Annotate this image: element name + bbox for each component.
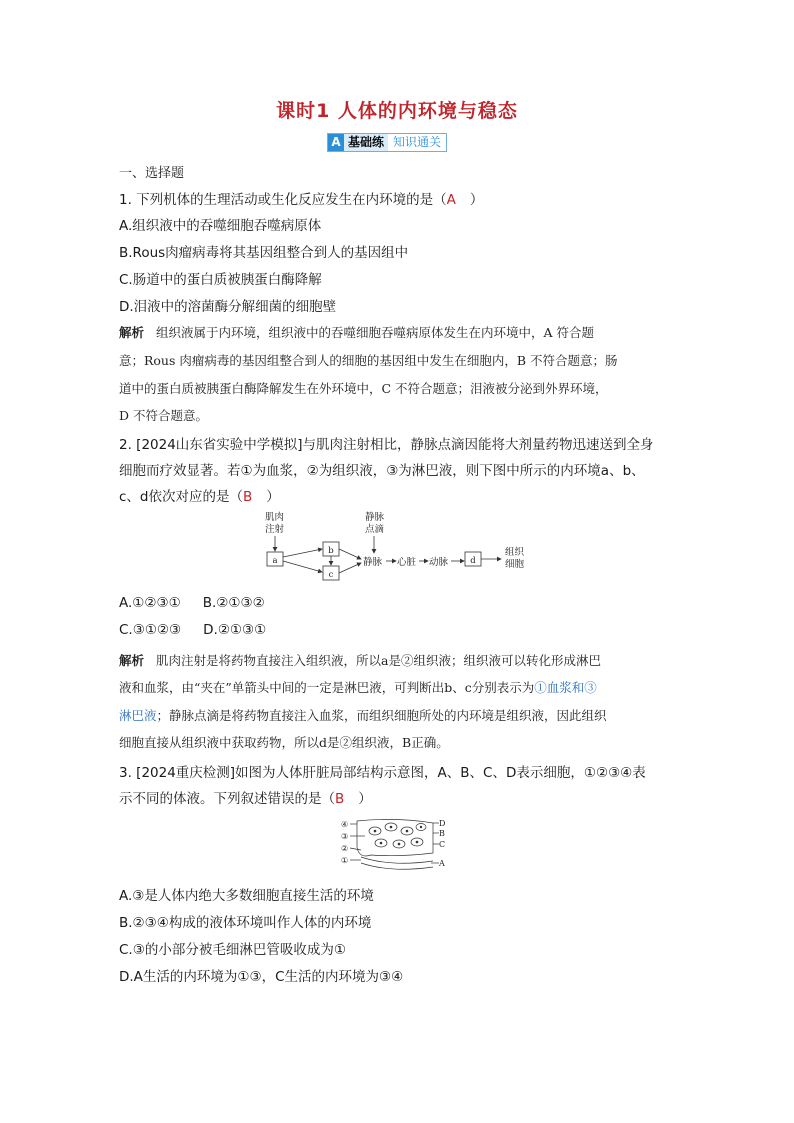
q2-option-a: A.①②③① xyxy=(119,595,181,611)
q1-explanation-line: 意；Rous 肉瘤病毒的基因组整合到人的细胞的基因组中发生在细胞内，B 不符合题意；肠 xyxy=(119,353,618,368)
q1-option-b: B.Rous肉瘤病毒将其基因组整合到人的基因组中 xyxy=(119,245,409,261)
q3-liver-diagram xyxy=(341,817,453,873)
label-4: ④ xyxy=(341,820,349,829)
q1-option-c: C.肠道中的蛋白质被胰蛋白酶降解 xyxy=(119,272,322,288)
q3-stem-line: 示不同的体液。下列叙述错误的是（B ） xyxy=(119,791,372,807)
q2-option-b: B.②①③② xyxy=(202,595,265,611)
label-D: D xyxy=(439,819,446,828)
badge-letter: A xyxy=(328,134,344,151)
q2-explanation-line: 淋巴液；静脉点滴是将药物直接注入血浆，而组织细胞所处的内环境是组织液，因此组织 xyxy=(119,708,607,723)
q1-option-d: D.泪液中的溶菌酶分解细菌的细胞壁 xyxy=(119,299,337,315)
q1-explanation-line: 解析 组织液属于内环境，组织液中的吞噬细胞吞噬病原体发生在内环境中，A 符合题 xyxy=(119,325,595,340)
label-2: ② xyxy=(341,844,349,853)
q1-exp-label: 解析 xyxy=(119,325,145,340)
q1-explanation-line: 道中的蛋白质被胰蛋白酶降解发生在外环境中，C 不符合题意；泪液被分泌到外界环境， xyxy=(119,381,608,396)
tissue-label-1: 组织 xyxy=(505,547,525,558)
box-b-label: b xyxy=(328,546,334,556)
q2-diagram xyxy=(255,508,545,588)
label-3: ③ xyxy=(341,832,349,841)
heart-label: 心脏 xyxy=(397,557,417,568)
q1-answer: A xyxy=(446,192,456,208)
im-label-2: 注射 xyxy=(265,524,285,535)
q2-stem-line: c、d依次对应的是（B ） xyxy=(119,489,280,505)
q2-explanation-line: 解析 肌肉注射是将药物直接注入组织液，所以a是②组织液；组织液可以转化形成淋巴 xyxy=(119,653,601,668)
badge-sub: 知识通关 xyxy=(388,134,446,151)
q3-stem-line: 3. [2024重庆检测]如图为人体肝脏局部结构示意图，A、B、C、D表示细胞，①②③④表 xyxy=(119,765,646,781)
iv-label-1: 静脉 xyxy=(365,512,385,523)
label-A: A xyxy=(439,859,445,868)
q2-answer: B xyxy=(243,489,253,505)
section-heading: 一、选择题 xyxy=(119,166,185,181)
q3-option-c: C.③的小部分被毛细淋巴管吸收成为① xyxy=(119,942,346,958)
iv-label-2: 点滴 xyxy=(365,524,385,535)
q1-stem: 1. 下列机体的生理活动或生化反应发生在内环境的是（A ） xyxy=(119,192,484,208)
badge-label: 基础练 xyxy=(344,134,388,151)
q3-option-d: D.A生活的内环境为①③，C生活的内环境为③④ xyxy=(119,969,404,985)
q2-options-row xyxy=(119,622,266,638)
q2-exp-label: 解析 xyxy=(119,653,145,668)
q2-stem-line: 2. [2024山东省实验中学模拟]与肌肉注射相比，静脉点滴因能将大剂量药物迅速送到全身 xyxy=(119,437,654,453)
q1-option-a: A.组织液中的吞噬细胞吞噬病原体 xyxy=(119,218,322,234)
q2-explanation-line: 细胞直接从组织液中获取药物，所以d是②组织液，B正确。 xyxy=(119,735,449,750)
page-title: 课时1 人体的内环境与稳态 xyxy=(276,100,518,122)
q1-explanation-line: D 不符合题意。 xyxy=(119,408,208,423)
q3-option-b: B.②③④构成的液体环境叫作人体的内环境 xyxy=(119,915,372,931)
label-C: C xyxy=(439,840,446,849)
label-1: ① xyxy=(341,856,349,865)
q2-stem-line: 细胞而疗效显著。若①为血浆，②为组织液，③为淋巴液，则下图中所示的内环境a、b、 xyxy=(119,463,645,479)
q2-option-d: D.②①③① xyxy=(203,622,267,638)
section-badge xyxy=(327,133,447,152)
im-label-1: 肌肉 xyxy=(265,512,285,523)
q2-option-c: C.③①②③ xyxy=(119,622,182,638)
tissue-label-2: 细胞 xyxy=(505,559,525,570)
q2-explanation-line: 液和血浆，由“夹在”单箭头中间的一定是淋巴液，可判断出b、c分别表示为①血浆和③ xyxy=(119,680,597,695)
label-B: B xyxy=(439,829,445,838)
vein-label: 静脉 xyxy=(363,557,383,568)
q3-option-a: A.③是人体内绝大多数细胞直接生活的环境 xyxy=(119,888,374,904)
box-a-label: a xyxy=(272,556,278,566)
q2-options-row xyxy=(119,595,265,611)
artery-label: 动脉 xyxy=(429,557,449,568)
q3-answer: B xyxy=(335,791,345,807)
box-c-label: c xyxy=(328,570,334,580)
box-d-label: d xyxy=(470,556,476,566)
